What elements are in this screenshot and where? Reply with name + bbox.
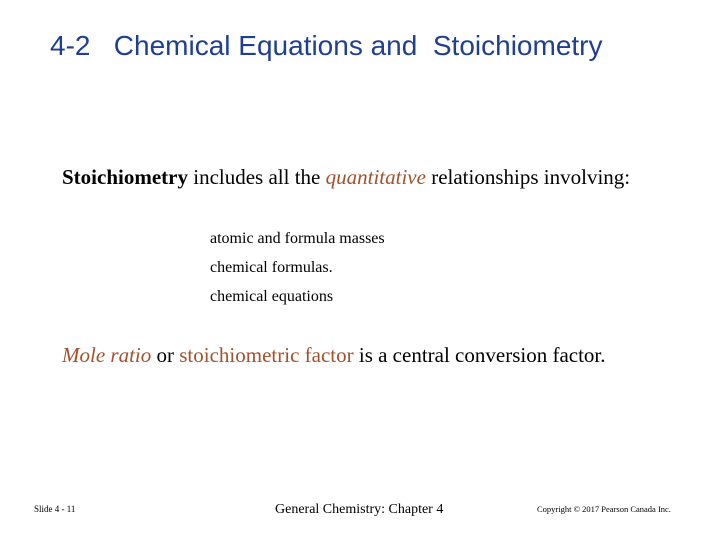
involving-list <box>210 224 385 311</box>
emphasis-quantitative: quantitative <box>325 165 426 189</box>
term-mole-ratio: Mole ratio <box>62 343 152 367</box>
definition-text-start: includes all the <box>187 165 326 189</box>
list-item: chemical formulas. <box>210 259 333 276</box>
chapter-label: General Chemistry: Chapter 4 <box>275 502 444 517</box>
term-stoichiometry: Stoichiometry <box>62 165 188 189</box>
term-stoichiometric-factor: stoichiometric factor <box>179 343 354 367</box>
slide-title: 4-2 Chemical Equations and Stoichiometry <box>50 30 603 61</box>
definition-text-end: relationships involving: <box>425 165 631 189</box>
stoichiometry-definition <box>62 164 652 190</box>
mole-ratio-statement <box>62 342 652 368</box>
list-item: atomic and formula masses <box>210 230 385 247</box>
list-item: chemical equations <box>210 288 334 305</box>
connector-text: or <box>151 343 180 367</box>
statement-text: is a central conversion factor. <box>353 343 606 367</box>
slide-number: Slide 4 - 11 <box>34 504 76 514</box>
copyright-notice: Copyright © 2017 Pearson Canada Inc. <box>537 504 671 514</box>
